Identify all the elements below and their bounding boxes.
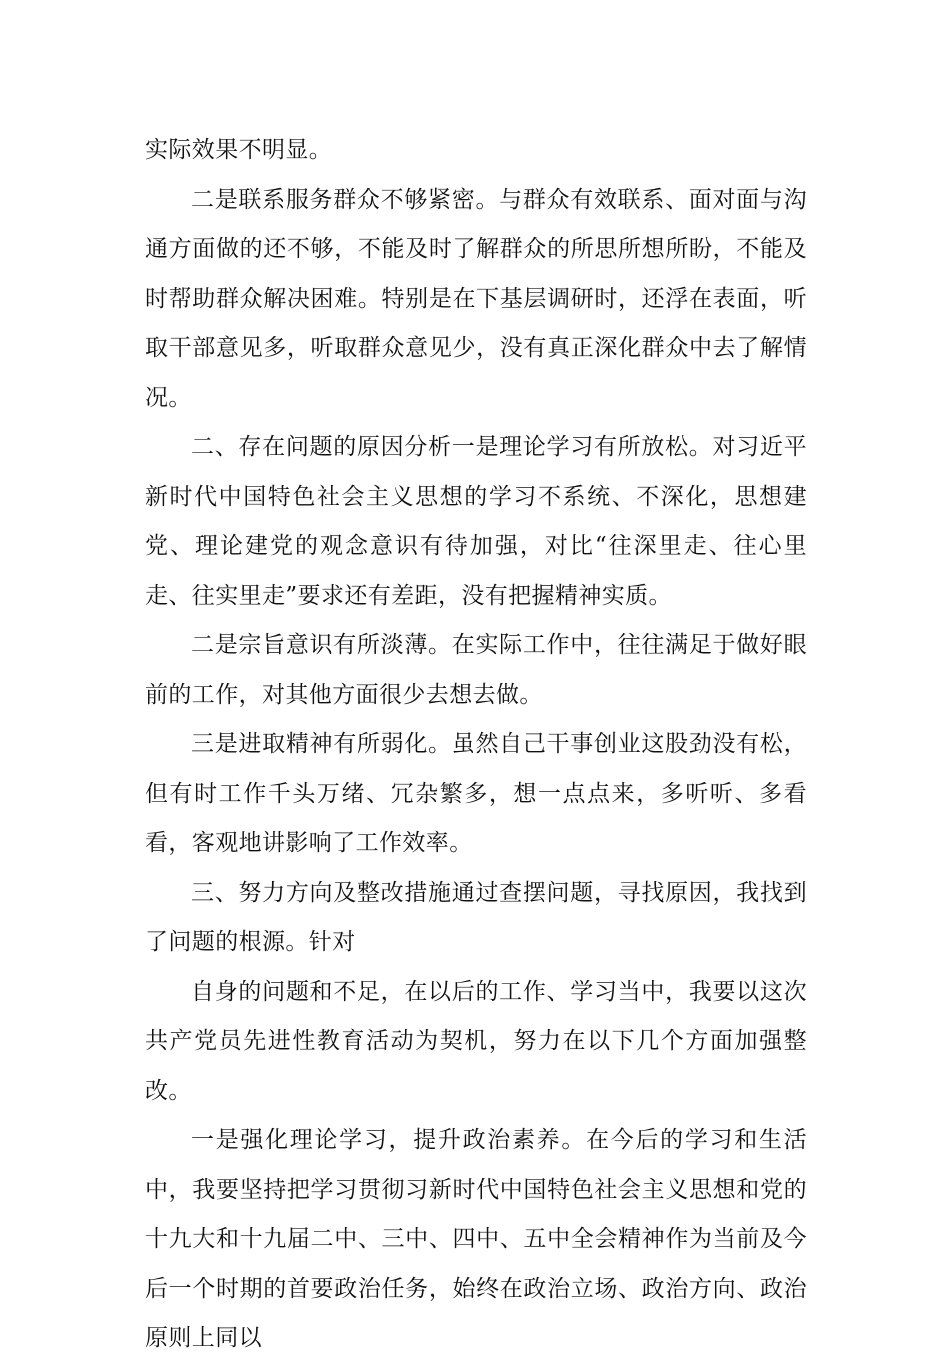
paragraph-2: 二是联系服务群众不够紧密。与群众有效联系、面对面与沟通方面做的还不够，不能及时了解群众的所思所想所盼，不能及时帮助群众解决困难。特别是在下基层调研时，还浮在表面，听取干部意见多，听取群众意见少，没有真正深化群众中去了解情况。: [145, 186, 807, 411]
paragraph-8: 一是强化理论学习，提升政治素养。在今后的学习和生活中，我要坚持把学习贯彻习新时代中国特色社会主义思想和党的十九大和十九届二中、三中、四中、五中全会精神作为当前及今后一个时期的首要政治任务，始终在政治立场、政治方向、政治原则上同以: [145, 1127, 807, 1351]
paragraph-1: 实际效果不明显。: [145, 137, 333, 163]
paragraph-5: 三是进取精神有所弱化。虽然自己干事创业这股劲没有松，但有时工作千头万绪、冗杂繁多，想一点点来，多听听、多看看，客观地讲影响了工作效率。: [145, 731, 807, 856]
paragraph-6: 三、努力方向及整改措施通过查摆问题，寻找原因，我找到了问题的根源。针对: [145, 879, 807, 955]
paragraph-4: 二是宗旨意识有所淡薄。在实际工作中，往往满足于做好眼前的工作，对其他方面很少去想去做。: [145, 632, 807, 708]
paragraph-7: 自身的问题和不足，在以后的工作、学习当中，我要以这次共产党员先进性教育活动为契机，努力在以下几个方面加强整改。: [145, 978, 807, 1104]
document-body: [145, 126, 807, 1364]
paragraph-3: 二、存在问题的原因分析一是理论学习有所放松。对习近平新时代中国特色社会主义思想的学习不系统、不深化，思想建党、理论建党的观念意识有待加强，对比“往深里走、往心里走、往实里走”要求还有差距，没有把握精神实质。: [145, 434, 807, 609]
